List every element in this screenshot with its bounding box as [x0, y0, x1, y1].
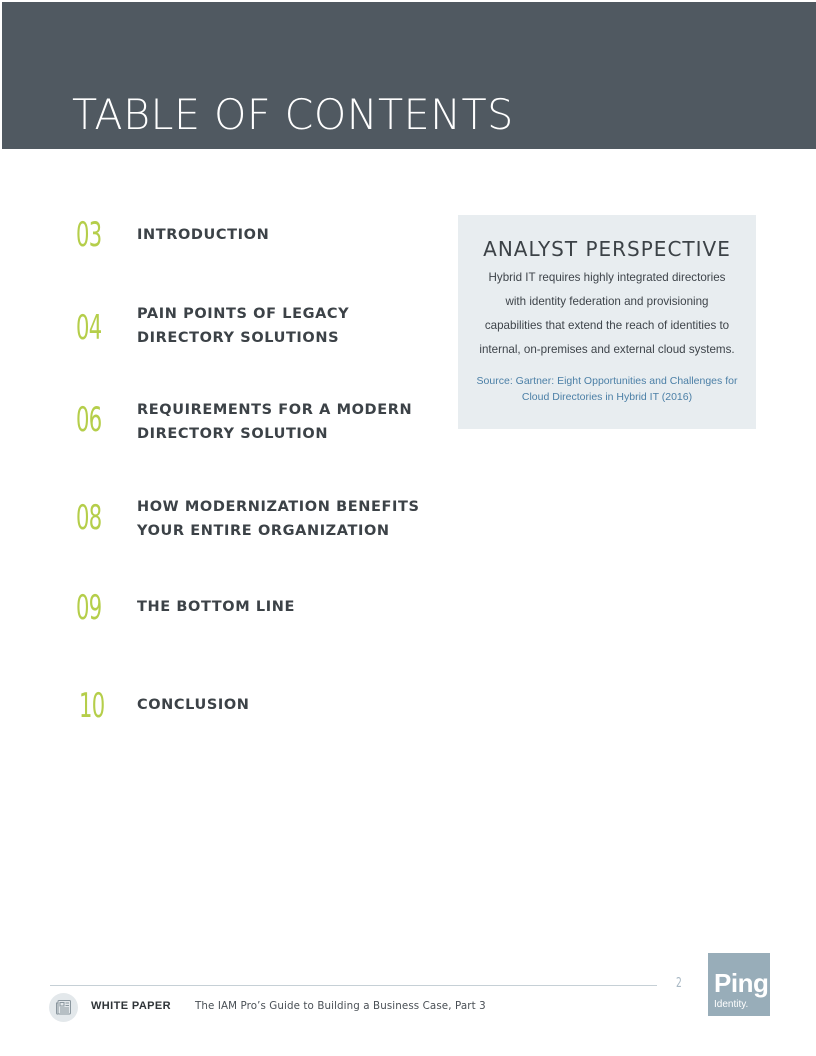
- toc-label-line: DIRECTORY SOLUTIONS: [137, 330, 340, 346]
- toc-label: [137, 223, 269, 247]
- toc-label-line: THE BOTTOM LINE: [137, 599, 295, 615]
- callout-quote: [470, 266, 744, 362]
- toc-label: [137, 495, 420, 543]
- toc-label-line: DIRECTORY SOLUTION: [137, 426, 329, 442]
- header-banner: [2, 2, 816, 149]
- toc-label: [137, 693, 250, 717]
- source-line: Cloud Directories in Hybrid IT (2016): [521, 391, 693, 403]
- toc-label-line: HOW MODERNIZATION BENEFITS: [137, 499, 420, 515]
- callout-source: [468, 373, 746, 405]
- toc-label: [137, 398, 412, 446]
- toc-label-line: CONCLUSION: [137, 697, 250, 713]
- toc-page-number: 06: [76, 400, 102, 440]
- toc-label-line: PAIN POINTS OF LEGACY: [137, 306, 350, 322]
- toc-page-number: 03: [76, 215, 102, 255]
- toc-page-number: 10: [79, 686, 105, 726]
- toc-page-number: 09: [76, 588, 102, 628]
- toc-label: [137, 302, 349, 350]
- toc-label-line: INTRODUCTION: [137, 227, 270, 243]
- quote-line: with identity federation and provisioning: [505, 295, 709, 308]
- toc-page-number: 04: [76, 308, 102, 348]
- footer-divider: [50, 985, 657, 986]
- toc-label-line: YOUR ENTIRE ORGANIZATION: [137, 523, 390, 539]
- quote-line: capabilities that extend the reach of identities to: [484, 319, 730, 332]
- newspaper-icon: [49, 993, 78, 1022]
- ping-identity-logo: [708, 953, 770, 1016]
- toc-label: [137, 595, 295, 619]
- toc-label-line: REQUIREMENTS FOR A MODERN: [137, 402, 413, 418]
- page-number: 2: [676, 976, 682, 991]
- source-line: Source: Gartner: Eight Opportunities and Challenges for: [476, 375, 738, 387]
- logo-subtitle: Identity.: [714, 999, 749, 1010]
- quote-line: internal, on-premises and external cloud systems.: [479, 343, 735, 356]
- page-title: TABLE OF CONTENTS: [72, 90, 514, 139]
- quote-line: Hybrid IT requires highly integrated directories: [488, 271, 726, 284]
- logo-brand: Ping: [714, 968, 769, 998]
- document-title: The IAM Pro’s Guide to Building a Business Case, Part 3: [195, 1000, 486, 1012]
- analyst-perspective-callout: [458, 215, 756, 429]
- toc-page-number: 08: [76, 498, 102, 538]
- callout-title: ANALYST PERSPECTIVE: [483, 237, 731, 261]
- document-type-label: WHITE PAPER: [91, 1000, 171, 1012]
